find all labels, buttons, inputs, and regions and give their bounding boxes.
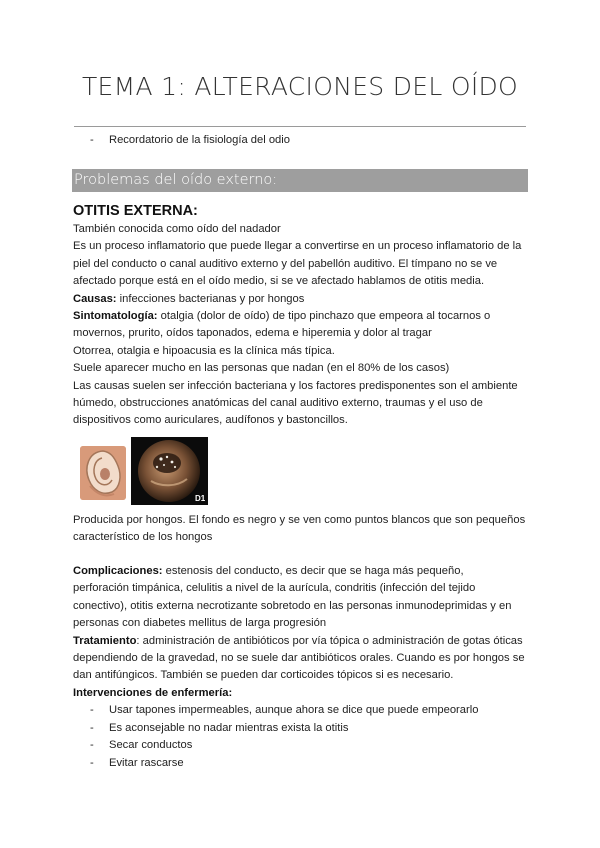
section-header: Problemas del oído externo: xyxy=(72,169,528,192)
causas-line xyxy=(73,291,533,308)
page-title: TEMA 1: ALTERACIONES DEL OÍDO xyxy=(81,72,519,101)
text-line: Es un proceso inflamatorio que puede llegar a convertirse en un proceso inflamatorio de la xyxy=(73,240,522,253)
text-line: Otorrea, otalgia e hipoacusia es la clínica más típica. xyxy=(73,344,335,357)
otitis-description xyxy=(73,221,533,430)
text-line: afectado porque está en el oído medio, si se ve afectado hablamos de otitis media. xyxy=(73,275,485,288)
text-line: También conocida como oído del nadador xyxy=(73,223,281,235)
text-line: perforación timpánica, celulitis a nivel de la aurícula, condritis (infección del tejido xyxy=(73,582,476,595)
text-line: dependiendo de la gravedad, no se suele dar antibióticos orales. Cuando es por hongos se xyxy=(73,652,525,665)
complicaciones-tratamiento xyxy=(73,563,533,702)
text-line: conectivo), otitis externa necrotizante sobretodo en las personas inmunodeprimidas y en xyxy=(73,599,512,612)
text-line: personas con diabetes mellitus de larga progresión xyxy=(73,617,327,630)
ear-illustration-image xyxy=(80,446,126,500)
sintomatologia-label: Sintomatología: xyxy=(73,310,158,323)
text-line: movernos, prurito, oídos taponados, edema e hiperemia y dolor al tragar xyxy=(73,327,432,340)
tratamiento-line xyxy=(73,633,533,650)
intro-bullet-list xyxy=(74,132,290,150)
text-line: característico de los hongos xyxy=(73,531,213,544)
list-item: - Evitar rascarse xyxy=(74,755,478,773)
complicaciones-label: Complicaciones: xyxy=(73,565,163,577)
list-item: - Recordatorio de la fisiología del odio xyxy=(74,132,290,150)
list-item: - Usar tapones impermeables, aunque ahora se dice que puede empeorarlo xyxy=(74,702,478,720)
text-line: piel del conducto o canal auditivo externo y del pabellón auditivo. El tímpano no se ve xyxy=(73,257,498,270)
text-line: dispositivos como auriculares, audífonos y bastoncillos. xyxy=(73,414,348,427)
text-line: dan antifúngicos. También se pueden dar corticoides tópicos si es necesario. xyxy=(73,669,454,682)
complicaciones-line xyxy=(73,563,533,580)
intervenciones-heading xyxy=(73,685,533,702)
text-line: Las causas suelen ser infección bacteriana y los factores predisponentes son el ambiente xyxy=(73,379,518,392)
tratamiento-text: : administración de antibióticos por vía tópica o administración de gotas óticas xyxy=(136,634,523,647)
otoscopy-image xyxy=(131,437,208,505)
text-line: húmedo, obstrucciones anatómicas del canal auditivo externo, traumas y el uso de xyxy=(73,397,483,410)
subheading-otitis-externa: OTITIS EXTERNA: xyxy=(73,203,198,219)
complicaciones-text: estenosis del conducto, es decir que se haga más pequeño, xyxy=(162,565,464,577)
causas-text: infecciones bacterianas y por hongos xyxy=(116,292,305,305)
text-line: Suele aparecer mucho en las personas que nadan (en el 80% de los casos) xyxy=(73,362,450,375)
title-divider xyxy=(74,126,526,127)
intervenciones-list xyxy=(74,702,478,772)
causas-label: Causas: xyxy=(73,292,117,305)
list-item: - Es aconsejable no nadar mientras exista la otitis xyxy=(74,720,478,738)
sintomatologia-text: otalgia (dolor de oído) de tipo pinchazo que empeora al tocarnos o xyxy=(157,310,491,323)
image-watermark: D1 xyxy=(195,494,206,503)
text-line: Producida por hongos. El fondo es negro y se ven como puntos blancos que son pequeños xyxy=(73,514,526,526)
list-item: - Secar conductos xyxy=(74,737,478,755)
sintomatologia-line xyxy=(73,308,533,325)
image-caption xyxy=(73,512,533,547)
intervenciones-label: Intervenciones de enfermería: xyxy=(73,686,233,699)
tratamiento-label: Tratamiento xyxy=(73,634,137,647)
